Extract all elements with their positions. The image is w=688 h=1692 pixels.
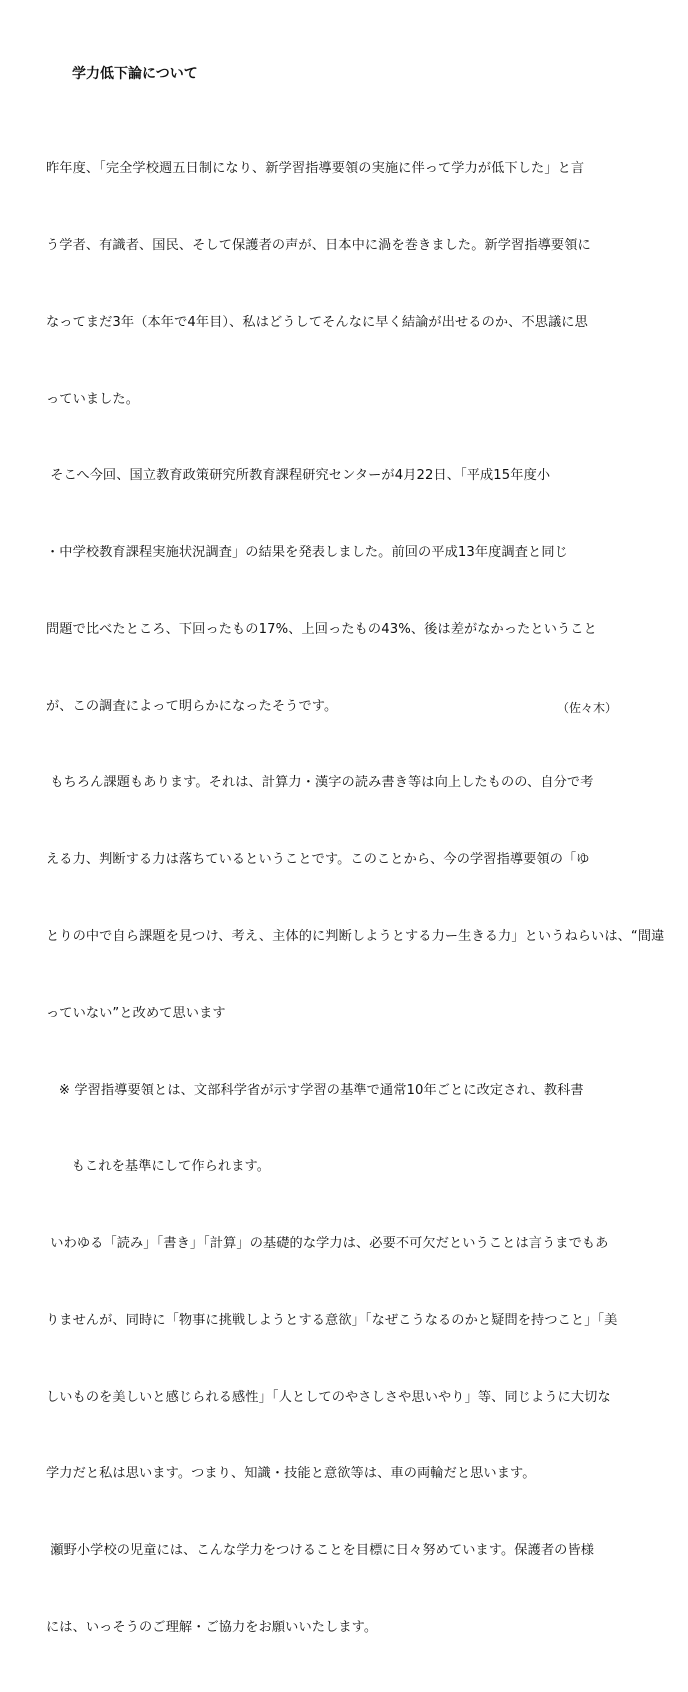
- body-line: っていない”と改めて思います: [46, 1005, 226, 1021]
- note-line: ※ 学習指導要領とは、文部科学省が示す学習の基準で通常10年ごとに改定され、教科書: [46, 1082, 584, 1098]
- body-line: には、いっそうのご理解・ご協力をお願いいたします。: [46, 1620, 378, 1636]
- body-line: 学力だと私は思います。つまり、知識・技能と意欲等は、車の両輪だと思います。: [46, 1466, 536, 1482]
- body-line: とりの中で自ら課題を見つけ、考え、主体的に判断しようとする力ー生きる力」というねらいは、“間違: [46, 929, 665, 944]
- body-line: ・中学校教育課程実施状況調査」の結果を発表しました。前回の平成13年度調査と同じ: [46, 545, 568, 561]
- body-line: なってまだ3年（本年で4年目）、私はどうしてそんなに早く結論が出せるのか、不思議に思: [46, 314, 588, 330]
- body-line: う学者、有識者、国民、そして保護者の声が、日本中に渦を巻きました。新学習指導要領に: [46, 237, 591, 253]
- signature: （佐々木）: [557, 701, 618, 715]
- body-line: 問題で比べたところ、下回ったもの17%、上回ったもの43%、後は差がなかったということ: [46, 621, 597, 637]
- body-line: 瀬野小学校の児童には、こんな学力をつけることを目標に日々努めています。保護者の皆様: [46, 1543, 595, 1559]
- body-line: りませんが、同時に「物事に挑戦しようとする意欲」「なぜこうなるのかと疑問を持つこと」「美: [46, 1312, 618, 1328]
- document-body: [46, 105, 665, 1692]
- note-line: もこれを基準にして作られます。: [46, 1159, 271, 1175]
- body-line: が、この調査によって明らかになったそうです。: [46, 698, 338, 714]
- body-line: いわゆる「読み」「書き」「計算」の基礎的な学力は、必要不可欠だということは言うまでもあ: [46, 1236, 609, 1252]
- body-line: そこへ今回、国立教育政策研究所教育課程研究センターが4月22日、「平成15年度小: [46, 468, 551, 484]
- body-line: っていました。: [46, 391, 140, 407]
- body-line: える力、判断する力は落ちているということです。このことから、今の学習指導要領の「ゆ: [46, 852, 590, 868]
- body-line: もちろん課題もあります。それは、計算力・漢字の読み書き等は向上したものの、自分で考: [46, 775, 594, 791]
- document-title: [68, 64, 202, 84]
- title-text: 学力低下論について: [72, 66, 198, 82]
- body-line: 昨年度、「完全学校週五日制になり、新学習指導要領の実施に伴って学力が低下した」と言: [46, 161, 585, 177]
- body-line: しいものを美しいと感じられる感性」「人としてのやさしさや思いやり」等、同じように大切な: [46, 1389, 611, 1405]
